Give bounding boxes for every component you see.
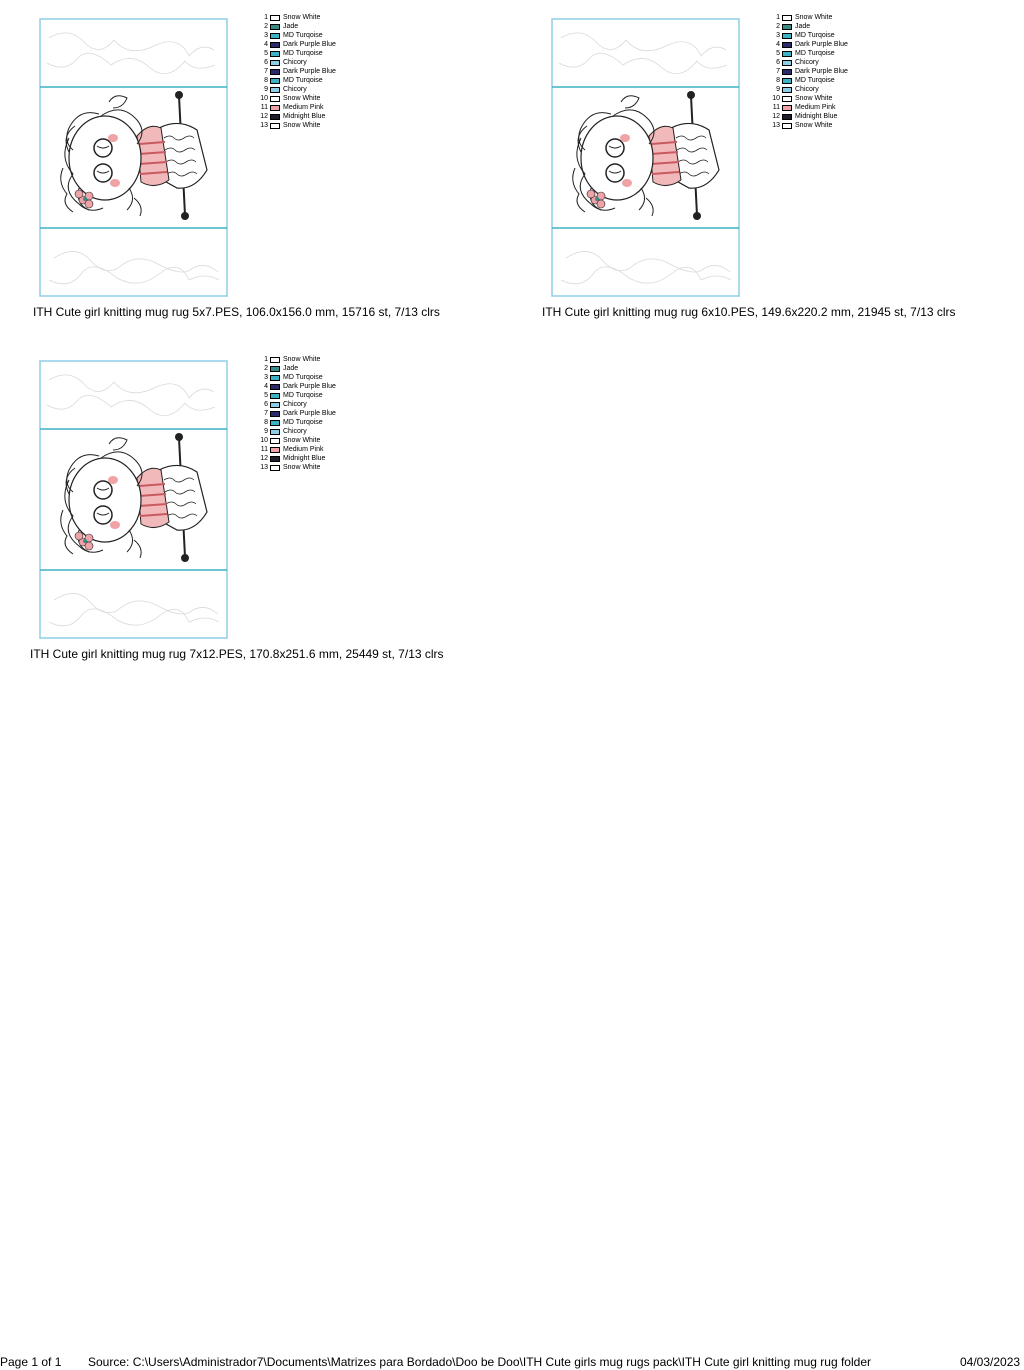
color-swatch	[270, 33, 280, 39]
color-legend-2	[768, 13, 848, 130]
color-swatch	[270, 60, 280, 66]
color-swatch	[270, 114, 280, 120]
legend-number: 3	[264, 374, 268, 381]
legend-number: 3	[776, 32, 780, 39]
legend-color-name: Midnight Blue	[283, 455, 326, 462]
legend-number: 10	[260, 95, 268, 102]
color-swatch	[270, 420, 280, 426]
color-swatch	[782, 69, 792, 75]
color-swatch	[270, 96, 280, 102]
legend-row	[256, 49, 336, 58]
legend-color-name: Snow White	[283, 464, 321, 471]
color-swatch	[270, 15, 280, 21]
legend-number: 11	[772, 104, 780, 111]
legend-row	[256, 364, 336, 373]
color-swatch	[270, 447, 280, 453]
legend-row	[256, 58, 336, 67]
color-swatch	[782, 33, 792, 39]
legend-row	[256, 40, 336, 49]
legend-color-name: Snow White	[283, 437, 321, 444]
legend-number: 8	[776, 77, 780, 84]
color-swatch	[270, 465, 280, 471]
color-swatch	[270, 438, 280, 444]
legend-row	[768, 85, 848, 94]
legend-number: 10	[772, 95, 780, 102]
legend-row	[768, 112, 848, 121]
design-caption-3: ITH Cute girl knitting mug rug 7x12.PES, 170.8x251.6 mm, 25449 st, 7/13 clrs	[30, 647, 444, 661]
legend-number: 11	[260, 104, 268, 111]
color-swatch	[270, 123, 280, 129]
legend-row	[256, 463, 336, 472]
legend-row	[256, 373, 336, 382]
legend-row	[256, 94, 336, 103]
color-swatch	[782, 123, 792, 129]
legend-color-name: MD Turqoise	[283, 32, 323, 39]
design-preview-3	[39, 360, 228, 639]
legend-number: 6	[264, 59, 268, 66]
legend-number: 13	[260, 122, 268, 129]
legend-row	[256, 112, 336, 121]
color-swatch	[782, 105, 792, 111]
legend-number: 2	[264, 23, 268, 30]
legend-row	[768, 67, 848, 76]
legend-number: 2	[776, 23, 780, 30]
color-swatch	[782, 51, 792, 57]
design-caption-2: ITH Cute girl knitting mug rug 6x10.PES, 149.6x220.2 mm, 21945 st, 7/13 clrs	[542, 305, 956, 319]
color-swatch	[782, 114, 792, 120]
legend-color-name: Medium Pink	[795, 104, 836, 111]
color-swatch	[782, 78, 792, 84]
color-swatch	[782, 15, 792, 21]
legend-row	[256, 427, 336, 436]
color-swatch	[270, 402, 280, 408]
legend-color-name: MD Turqoise	[283, 50, 323, 57]
legend-color-name: MD Turqoise	[795, 77, 835, 84]
color-swatch	[782, 87, 792, 93]
legend-color-name: MD Turqoise	[795, 50, 835, 57]
legend-row	[256, 121, 336, 130]
color-swatch	[782, 96, 792, 102]
legend-number: 4	[264, 383, 268, 390]
legend-color-name: Snow White	[283, 122, 321, 129]
color-swatch	[270, 357, 280, 363]
legend-number: 1	[264, 14, 268, 21]
legend-number: 8	[264, 77, 268, 84]
legend-number: 4	[776, 41, 780, 48]
legend-row	[256, 76, 336, 85]
color-swatch	[270, 51, 280, 57]
legend-number: 6	[776, 59, 780, 66]
legend-row	[256, 355, 336, 364]
legend-number: 10	[260, 437, 268, 444]
legend-row	[768, 31, 848, 40]
legend-color-name: Snow White	[795, 95, 833, 102]
legend-number: 13	[772, 122, 780, 129]
legend-row	[768, 13, 848, 22]
color-swatch	[270, 78, 280, 84]
legend-row	[768, 58, 848, 67]
legend-number: 12	[260, 455, 268, 462]
legend-color-name: MD Turqoise	[283, 392, 323, 399]
legend-row	[256, 400, 336, 409]
color-swatch	[270, 456, 280, 462]
legend-row	[768, 40, 848, 49]
legend-number: 2	[264, 365, 268, 372]
legend-color-name: Jade	[283, 23, 299, 30]
legend-number: 11	[260, 446, 268, 453]
legend-color-name: Snow White	[283, 95, 321, 102]
legend-color-name: Dark Purple Blue	[283, 410, 336, 417]
color-swatch	[270, 393, 280, 399]
legend-color-name: Dark Purple Blue	[283, 383, 336, 390]
legend-color-name: Chicory	[283, 401, 307, 408]
color-legend-3	[256, 355, 336, 472]
color-swatch	[270, 375, 280, 381]
legend-number: 4	[264, 41, 268, 48]
legend-number: 12	[772, 113, 780, 120]
color-swatch	[270, 69, 280, 75]
legend-row	[768, 22, 848, 31]
legend-color-name: Snow White	[795, 122, 833, 129]
legend-color-name: MD Turqoise	[795, 32, 835, 39]
legend-row	[256, 454, 336, 463]
legend-row	[256, 13, 336, 22]
color-swatch	[270, 411, 280, 417]
design-preview-2	[551, 18, 740, 297]
legend-row	[768, 121, 848, 130]
legend-row	[256, 67, 336, 76]
legend-number: 3	[264, 32, 268, 39]
legend-color-name: Midnight Blue	[795, 113, 838, 120]
legend-number: 7	[264, 68, 268, 75]
legend-number: 7	[264, 410, 268, 417]
legend-row	[256, 382, 336, 391]
color-swatch	[270, 87, 280, 93]
legend-row	[256, 103, 336, 112]
design-preview-1	[39, 18, 228, 297]
page-number: Page 1 of 1	[0, 1355, 62, 1369]
legend-color-name: Chicory	[795, 86, 819, 93]
color-swatch	[270, 42, 280, 48]
legend-number: 6	[264, 401, 268, 408]
legend-color-name: Dark Purple Blue	[795, 68, 848, 75]
legend-number: 1	[776, 14, 780, 21]
color-swatch	[782, 42, 792, 48]
legend-color-name: MD Turqoise	[283, 77, 323, 84]
legend-color-name: Snow White	[795, 14, 833, 21]
legend-row	[256, 418, 336, 427]
legend-row	[256, 391, 336, 400]
color-swatch	[270, 384, 280, 390]
legend-color-name: Chicory	[795, 59, 819, 66]
legend-number: 5	[776, 50, 780, 57]
legend-number: 8	[264, 419, 268, 426]
legend-number: 13	[260, 464, 268, 471]
legend-color-name: Medium Pink	[283, 446, 324, 453]
legend-color-name: Jade	[283, 365, 299, 372]
legend-color-name: Jade	[795, 23, 811, 30]
legend-row	[768, 94, 848, 103]
legend-color-name: Chicory	[283, 86, 307, 93]
page-footer	[0, 1355, 1024, 1369]
source-path: Source: C:\Users\Administrador7\Documents\Matrizes para Bordado\Doo be Doo\ITH Cute girls mug rugs pack\ITH Cute girl knitting mug rug folder	[88, 1355, 871, 1369]
legend-row	[256, 85, 336, 94]
legend-color-name: Dark Purple Blue	[795, 41, 848, 48]
legend-number: 9	[264, 428, 268, 435]
legend-row	[256, 22, 336, 31]
design-caption-1: ITH Cute girl knitting mug rug 5x7.PES, 106.0x156.0 mm, 15716 st, 7/13 clrs	[33, 305, 440, 319]
legend-row	[256, 445, 336, 454]
color-swatch	[270, 24, 280, 30]
color-swatch	[270, 105, 280, 111]
color-swatch	[782, 24, 792, 30]
legend-color-name: Dark Purple Blue	[283, 68, 336, 75]
color-legend-1	[256, 13, 336, 130]
legend-row	[256, 436, 336, 445]
color-swatch	[270, 366, 280, 372]
legend-color-name: Chicory	[283, 428, 307, 435]
color-swatch	[782, 60, 792, 66]
color-swatch	[270, 429, 280, 435]
legend-number: 7	[776, 68, 780, 75]
legend-number: 9	[776, 86, 780, 93]
legend-row	[256, 409, 336, 418]
legend-number: 5	[264, 50, 268, 57]
legend-row	[768, 76, 848, 85]
legend-number: 5	[264, 392, 268, 399]
legend-color-name: Snow White	[283, 356, 321, 363]
legend-color-name: Snow White	[283, 14, 321, 21]
legend-row	[768, 103, 848, 112]
legend-color-name: Medium Pink	[283, 104, 324, 111]
legend-row	[768, 49, 848, 58]
print-date: 04/03/2023	[960, 1355, 1021, 1369]
legend-color-name: Dark Purple Blue	[283, 41, 336, 48]
legend-number: 1	[264, 356, 268, 363]
legend-number: 12	[260, 113, 268, 120]
legend-color-name: Midnight Blue	[283, 113, 326, 120]
legend-number: 9	[264, 86, 268, 93]
legend-color-name: Chicory	[283, 59, 307, 66]
legend-row	[256, 31, 336, 40]
legend-color-name: MD Turqoise	[283, 374, 323, 381]
legend-color-name: MD Turqoise	[283, 419, 323, 426]
